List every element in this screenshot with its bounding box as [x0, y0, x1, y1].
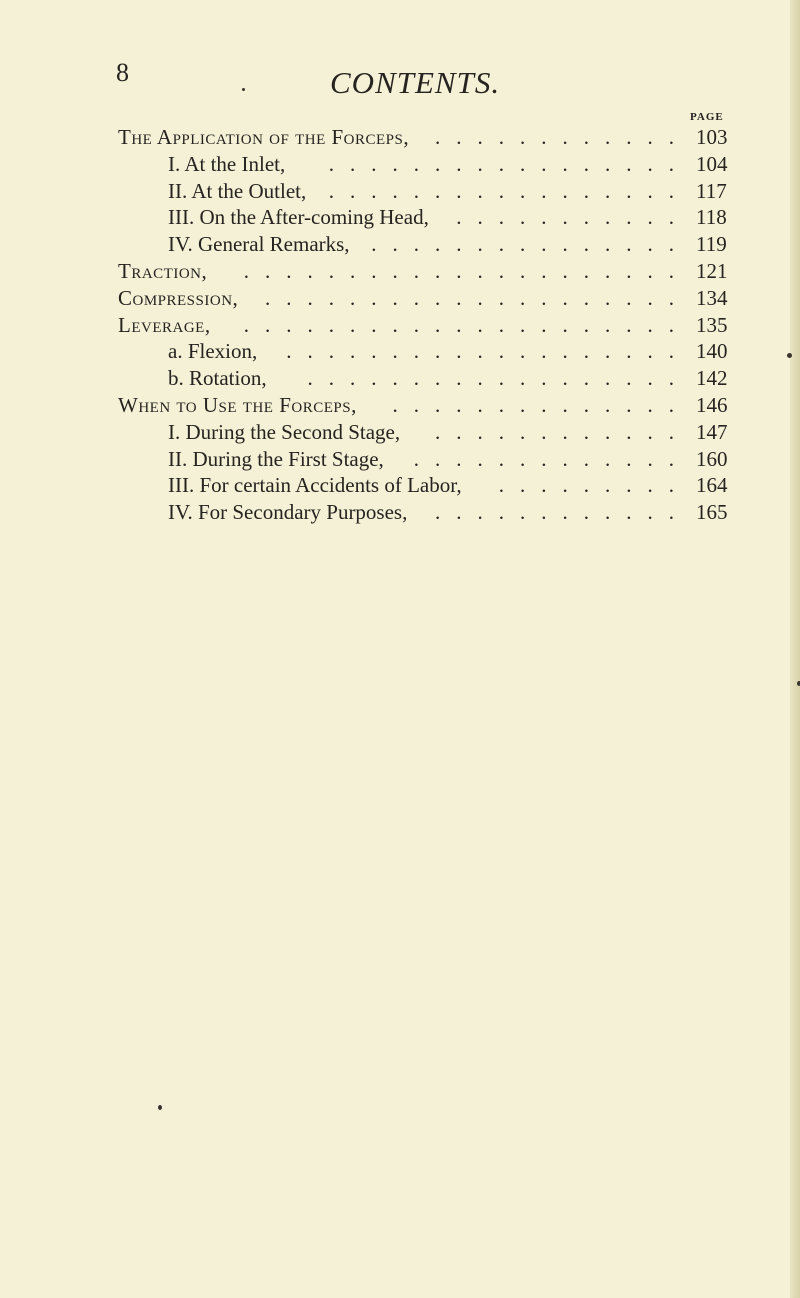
toc-entry: [0, 283, 800, 313]
toc-entry-page: 103: [696, 125, 728, 149]
toc-entry-label: II. At the Outlet,: [168, 178, 307, 203]
toc-entry-label: a. Flexion,: [168, 339, 258, 364]
page-number: 8: [116, 58, 129, 87]
running-title: CONTENTS.: [330, 65, 501, 100]
dot-leader: ..................: [307, 366, 690, 391]
page-header: [0, 58, 800, 98]
toc-entry-label: Leverage,: [118, 312, 211, 337]
toc-entry: [0, 256, 800, 286]
ink-speck: [242, 88, 245, 91]
toc-entry-label: IV. For Secondary Purposes,: [168, 500, 408, 525]
dot-leader: ............: [435, 125, 690, 149]
toc-entry: [0, 470, 800, 500]
dot-leader: ............: [435, 500, 690, 525]
toc-entry-label: III. On the After-coming Head,: [168, 205, 429, 230]
toc-entry: [0, 336, 800, 366]
toc-entry-label: I. During the Second Stage,: [168, 419, 401, 444]
dot-leader: ....................: [265, 285, 690, 310]
toc-entry: [0, 417, 800, 447]
page-column-label: PAGE: [690, 111, 724, 123]
toc-entry: [0, 176, 800, 206]
toc-entry-page: 119: [696, 232, 727, 257]
toc-entry-page: 140: [696, 339, 728, 364]
toc-entry: [0, 310, 800, 340]
dot-leader: .................: [328, 178, 690, 203]
toc-entry-page: 147: [696, 419, 728, 444]
toc-entry-page: 134: [696, 285, 728, 310]
dot-leader: .....................: [243, 312, 690, 337]
toc-entry-label: IV. General Remarks,: [168, 232, 350, 257]
toc-entry-label: The Application of the Forceps,: [118, 125, 410, 149]
toc-entry-page: 135: [696, 312, 728, 337]
dot-leader: ...........: [456, 205, 690, 230]
toc-entry-label: b. Rotation,: [168, 366, 267, 391]
toc-entry: [0, 363, 800, 393]
toc-entry-page: 121: [696, 259, 728, 283]
dot-leader: .........: [498, 473, 690, 498]
toc-entry-page: 117: [696, 178, 727, 203]
toc-entry-page: 118: [696, 205, 727, 230]
dot-leader: ...............: [371, 232, 690, 257]
dot-leader: .....................: [243, 259, 690, 283]
toc-entry-page: 104: [696, 151, 728, 176]
toc-entry-label: III. For certain Accidents of Labor,: [168, 473, 462, 498]
toc-entry-page: 146: [696, 393, 728, 417]
toc-entry: [0, 497, 800, 527]
dot-leader: ............: [435, 419, 690, 444]
toc-entry-page: 160: [696, 446, 728, 471]
toc-entry: [0, 444, 800, 474]
toc-entry: [0, 202, 800, 232]
dot-leader: ...................: [286, 339, 690, 364]
ink-speck: [158, 1105, 162, 1110]
toc-entry-label: When to Use the Forceps,: [118, 393, 357, 417]
toc-entry-label: I. At the Inlet,: [168, 151, 286, 176]
dot-leader: ..............: [392, 393, 690, 417]
toc-entry: [0, 390, 800, 420]
dot-leader: .............: [413, 446, 690, 471]
toc-entry: [0, 122, 800, 152]
toc-entry-page: 165: [696, 500, 728, 525]
toc-entry: [0, 229, 800, 259]
toc-entry-label: II. During the First Stage,: [168, 446, 384, 471]
toc-entry-label: Compression,: [118, 285, 239, 310]
toc-entry: [0, 149, 800, 179]
toc-entry-page: 164: [696, 473, 728, 498]
ink-speck: [787, 353, 792, 358]
dot-leader: .................: [328, 151, 690, 176]
toc-entry-page: 142: [696, 366, 728, 391]
toc-entry-label: Traction,: [118, 259, 208, 283]
